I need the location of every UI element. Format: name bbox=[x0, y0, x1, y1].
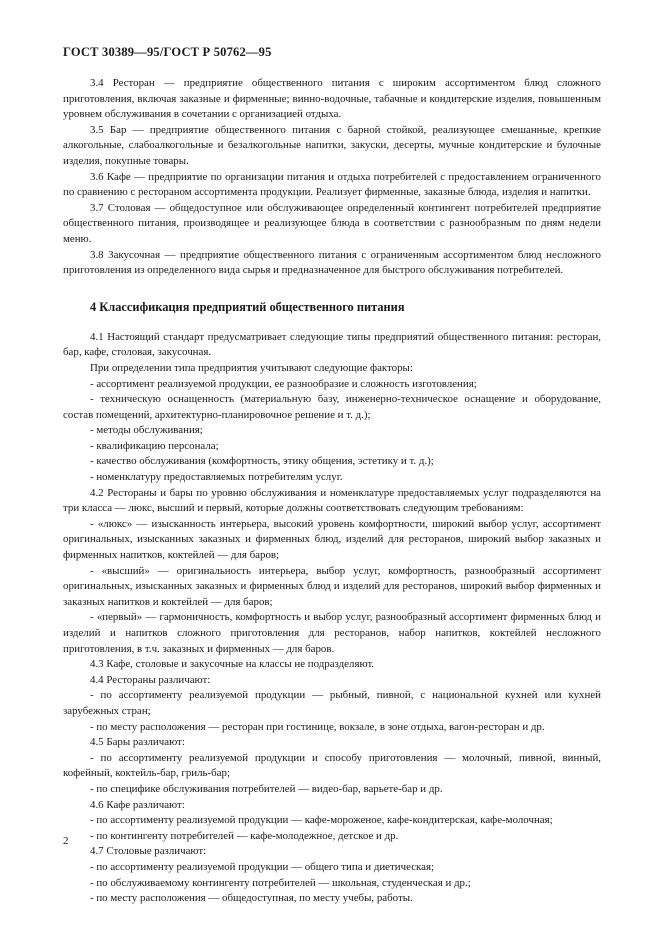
list-item: - «высший» — оригинальность интерьера, выбор услуг, комфортность, разнообразный ассортимент оригинальных, изысканных заказных и фирменных блюд и изделий для ресторанов, широкий выбор фирменных и заказных напитков и коктейлей — для баров; bbox=[63, 564, 601, 608]
list-item: - по ассортименту реализуемой продукции — общего типа и диетическая; bbox=[90, 860, 435, 873]
paragraph-factors-intro: При определении типа предприятия учитывают следующие факторы: bbox=[90, 361, 413, 374]
list-item: - номенклатуру предоставляемых потребителям услуг. bbox=[90, 471, 343, 484]
list-item: - качество обслуживания (комфортность, этику общения, эстетику и т. д.); bbox=[90, 455, 434, 468]
list-item: - по контингенту потребителей — кафе-молодежное, детское и др. bbox=[90, 829, 399, 842]
paragraph-4-7: 4.7 Столовые различают: bbox=[90, 845, 207, 858]
list-item: - по обслуживаемому контингенту потребителей — школьная, студенческая и др.; bbox=[90, 876, 471, 889]
list-item: - методы обслуживания; bbox=[90, 424, 203, 437]
document-header: ГОСТ 30389—95/ГОСТ Р 50762—95 bbox=[63, 45, 272, 59]
list-item: - по месту расположения — общедоступная, по месту учебы, работы. bbox=[90, 892, 413, 905]
paragraph-4-2: 4.2 Рестораны и бары по уровню обслуживания и номенклатуре предоставляемых услуг подразделяются на три класса — люкс, высший и первый, которые должны соответствовать следующим требованиям: bbox=[63, 486, 601, 515]
paragraph-3-5: 3.5 Бар — предприятие общественного питания с барной стойкой, реализующее смешанные, крепкие алкогольные, слабоалкогольные и безалкогольные напитки, закуски, десерты, мучные кондитерские и булочные изделия, покупные товары. bbox=[63, 123, 601, 167]
list-item: - квалификацию персонала; bbox=[90, 439, 219, 452]
section-4-title: 4 Классификация предприятий общественного питания bbox=[90, 299, 405, 314]
paragraph-4-4: 4.4 Рестораны различают: bbox=[90, 673, 211, 686]
document-body bbox=[63, 76, 601, 907]
paragraph-3-7: 3.7 Столовая — общедоступное или обслуживающее определенный контингент потребителей предприятие общественного питания, производящее и реализующее блюда в соответствии с разнообразным по дням недели меню. bbox=[63, 201, 601, 245]
page-number: 2 bbox=[63, 835, 69, 847]
paragraph-3-6: 3.6 Кафе — предприятие по организации питания и отдыха потребителей с предоставлением ограниченного по сравнению с рестораном ассортимента продукции. Реализует фирменные, заказные блюда, изделия и напитки. bbox=[63, 170, 601, 199]
list-item: - по месту расположения — ресторан при гостинице, вокзале, в зоне отдыха, вагон-ресторан и др. bbox=[90, 720, 545, 733]
list-item: - по ассортименту реализуемой продукции — рыбный, пивной, с национальной кухней или кухней зарубежных стран; bbox=[63, 689, 601, 717]
list-item: - техническую оснащенность (материальную базу, инженерно-техническое оснащение и оборудование, состав помещений, архитектурно-планировочное решение и т. д.); bbox=[63, 393, 601, 421]
list-item: - по ассортименту реализуемой продукции и способу приготовления — молочный, пивной, винный, кофейный, коктейль-бар, гриль-бар; bbox=[63, 751, 601, 780]
list-item: - «люкс» — изысканность интерьера, высокий уровень комфортности, широкий выбор услуг, ассортимент оригинальных, изысканных заказных и фирменных блюд, изделий для ресторанов, широкий выбор заказных и фирменных напитков, коктейлей — для баров; bbox=[63, 517, 601, 562]
list-item: - «первый» — гармоничность, комфортность и выбор услуг, разнообразный ассортимент фирменных блюд и изделий и напитков сложного приготовления для ресторанов, набор напитков, коктейлей несложного приготовления, в т.ч. заказных и фирменных — для баров. bbox=[63, 611, 601, 655]
list-item: - по ассортименту реализуемой продукции — кафе-мороженое, кафе-кондитерская, кафе-молочная; bbox=[90, 814, 553, 827]
paragraph-3-4: 3.4 Ресторан — предприятие общественного питания с широким ассортиментом блюд сложного приготовления, включая заказные и фирменные; винно-водочные, табачные и кондитерские изделия, повышенным уровнем обслуживания в сочетании с организацией отдыха. bbox=[63, 77, 601, 121]
paragraph-4-3: 4.3 Кафе, столовые и закусочные на классы не подразделяют. bbox=[90, 658, 375, 671]
paragraph-4-6: 4.6 Кафе различают: bbox=[90, 798, 185, 811]
paragraph-4-5: 4.5 Бары различают: bbox=[90, 736, 185, 749]
paragraph-3-8: 3.8 Закусочная — предприятие общественного питания с ограниченным ассортиментом блюд несложного приготовления из определенного вида сырья и предназначенное для быстрого обслуживания потребителей. bbox=[63, 248, 601, 277]
paragraph-4-1: 4.1 Настоящий стандарт предусматривает следующие типы предприятий общественного питания: ресторан, бар, кафе, столовая, закусочная. bbox=[63, 330, 601, 359]
list-item: - ассортимент реализуемой продукции, ее разнообразие и сложность изготовления; bbox=[90, 377, 477, 390]
list-item: - по специфике обслуживания потребителей — видео-бар, варьете-бар и др. bbox=[90, 782, 443, 795]
